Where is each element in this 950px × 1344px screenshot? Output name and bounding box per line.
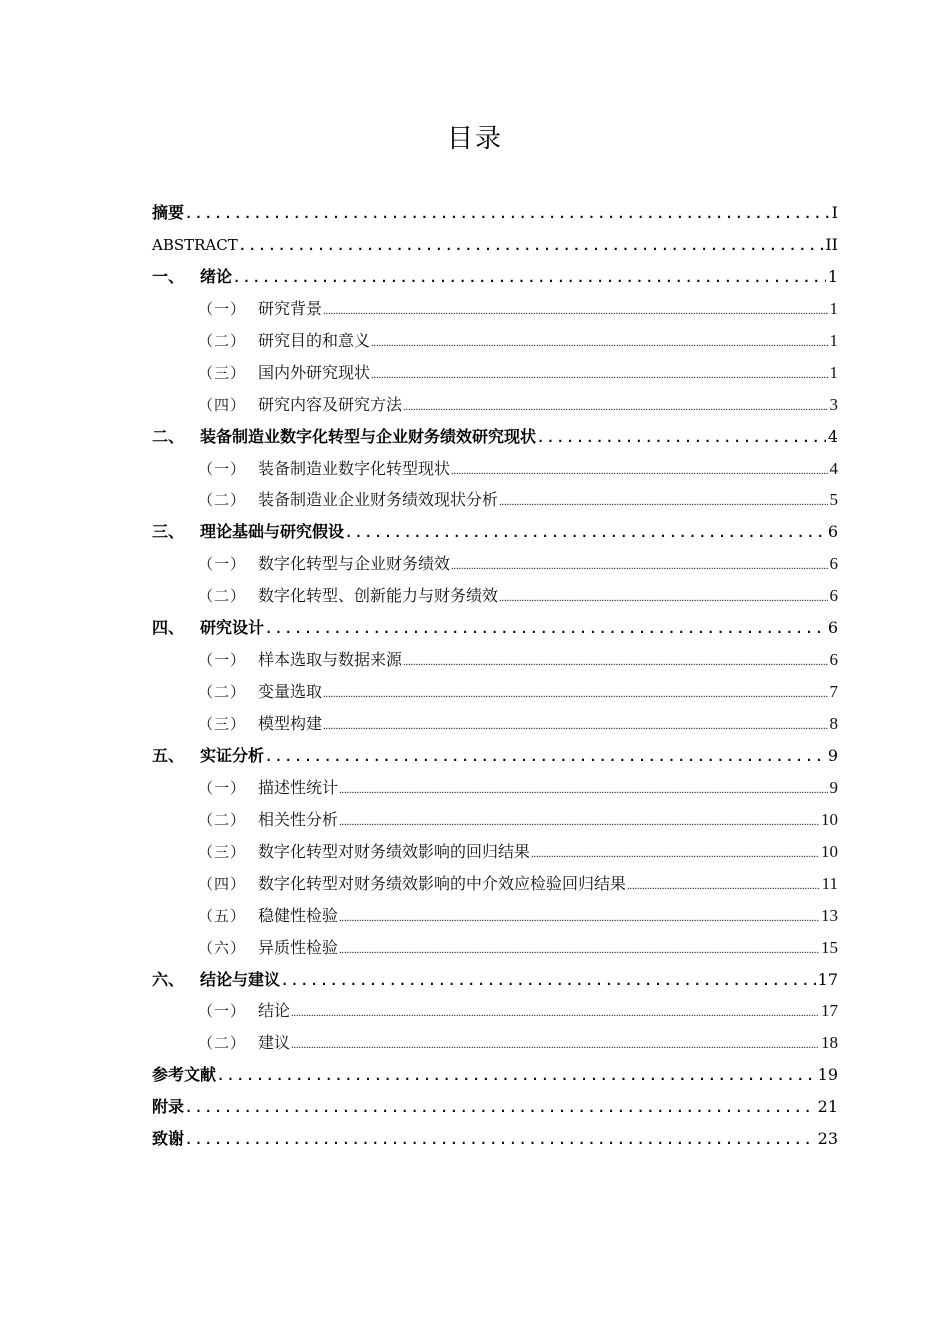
toc-entry-section[interactable] — [152, 708, 838, 740]
toc-dot-leader — [265, 742, 826, 774]
toc-dot-leader — [345, 518, 826, 550]
toc-entry-chapter[interactable] — [152, 1059, 838, 1091]
toc-entry-title: 建议 — [258, 1033, 291, 1053]
toc-entry-section[interactable] — [152, 580, 838, 612]
toc-dot-leader — [627, 871, 820, 903]
toc-entry-section[interactable] — [152, 804, 838, 836]
toc-page-number: 13 — [821, 905, 838, 925]
toc-entry-title: 结论 — [258, 1001, 291, 1021]
toc-entry-number: 四、 — [152, 618, 185, 638]
toc-page-number: II — [825, 234, 838, 254]
toc-page-number: 10 — [821, 841, 838, 861]
toc-dot-leader — [339, 807, 819, 839]
toc-entry-title: 结论与建议 — [200, 969, 281, 989]
toc-dot-leader — [323, 296, 827, 328]
toc-entry-title: 致谢 — [152, 1129, 185, 1149]
toc-entry-number: （二） — [198, 683, 247, 702]
toc-entry-section[interactable] — [152, 293, 838, 325]
toc-page-number: 6 — [829, 586, 838, 606]
toc-entry-section[interactable] — [152, 900, 838, 932]
toc-page-number: 3 — [829, 394, 838, 414]
toc-entry-section[interactable] — [152, 548, 838, 580]
toc-entry-section[interactable] — [152, 484, 838, 516]
toc-dot-leader — [451, 551, 827, 583]
toc-dot-leader — [403, 647, 827, 679]
toc-dot-leader — [339, 903, 819, 935]
toc-dot-leader — [371, 328, 827, 360]
toc-page-number: 23 — [817, 1129, 838, 1149]
toc-entry-number: （四） — [198, 874, 247, 893]
toc-entry-chapter[interactable] — [152, 197, 838, 229]
toc-page-number: 6 — [827, 522, 838, 542]
toc-entry-title: 数字化转型、创新能力与财务绩效 — [258, 586, 499, 606]
toc-entry-section[interactable] — [152, 676, 838, 708]
toc-entry-title: 摘要 — [152, 203, 185, 222]
toc-entry-chapter[interactable] — [152, 612, 838, 644]
toc-entry-number: （六） — [198, 938, 247, 957]
toc-dot-leader — [339, 935, 819, 967]
toc-entry-number: （一） — [198, 651, 247, 670]
toc-page-number: I — [831, 203, 838, 222]
toc-dot-leader — [403, 392, 827, 424]
toc-entry-title: 研究设计 — [200, 618, 265, 638]
toc-dot-leader — [531, 839, 819, 871]
toc-entry-number: （二） — [198, 491, 247, 510]
toc-entry-title: 研究内容及研究方法 — [258, 394, 403, 414]
toc-entry-number: （三） — [198, 842, 247, 861]
toc-page-number: 8 — [829, 714, 838, 733]
page-title: 目录 — [446, 124, 503, 154]
toc-page-number: 1 — [829, 298, 838, 318]
toc-entry-number: （三） — [198, 715, 247, 733]
toc-entry-number: （一） — [198, 1002, 247, 1021]
toc-dot-leader — [281, 966, 816, 998]
toc-entry-chapter[interactable] — [152, 1123, 838, 1155]
toc-entry-section[interactable] — [152, 836, 838, 868]
toc-entry-number: （一） — [198, 555, 247, 574]
toc-page-number: 21 — [817, 1097, 838, 1117]
toc-page-number: 17 — [821, 1001, 838, 1021]
toc-dot-leader — [233, 263, 826, 295]
toc-entry-number: 二、 — [152, 426, 185, 446]
toc-page-number: 19 — [817, 1065, 838, 1085]
toc-page-number: 15 — [821, 937, 838, 957]
toc-entry-chapter[interactable] — [152, 421, 838, 453]
toc-entry-section[interactable] — [152, 995, 838, 1027]
toc-dot-leader — [185, 1125, 816, 1157]
toc-page-number: 6 — [829, 554, 838, 574]
toc-page-number: 11 — [821, 873, 838, 893]
toc-entry-chapter[interactable] — [152, 261, 838, 293]
table-of-contents — [152, 197, 838, 1155]
toc-entry-section[interactable] — [152, 932, 838, 964]
toc-entry-chapter[interactable] — [152, 964, 838, 996]
toc-entry-chapter[interactable] — [152, 516, 838, 548]
toc-entry-title: 附录 — [152, 1097, 185, 1117]
toc-entry-title: 样本选取与数据来源 — [258, 650, 403, 670]
toc-entry-number: （三） — [198, 363, 247, 382]
toc-entry-title: 装备制造业数字化转型与企业财务绩效研究现状 — [200, 426, 537, 446]
toc-entry-section[interactable] — [152, 357, 838, 389]
toc-entry-number: 六、 — [152, 969, 185, 989]
toc-entry-title: 稳健性检验 — [258, 905, 339, 925]
toc-dot-leader — [291, 1030, 819, 1062]
toc-page-number: 1 — [829, 330, 838, 350]
toc-dot-leader — [499, 487, 827, 519]
toc-entry-title: 国内外研究现状 — [258, 362, 371, 382]
toc-entry-title: 参考文献 — [152, 1065, 217, 1085]
toc-entry-title: 异质性检验 — [258, 937, 339, 957]
toc-dot-leader — [185, 1093, 816, 1125]
toc-entry-title: 相关性分析 — [258, 809, 339, 829]
toc-dot-leader — [217, 1061, 816, 1093]
toc-entry-title: 实证分析 — [200, 745, 265, 765]
toc-entry-section[interactable] — [152, 453, 838, 485]
toc-entry-number: （四） — [198, 395, 247, 414]
toc-entry-section[interactable] — [152, 389, 838, 421]
toc-page-number: 6 — [829, 650, 838, 670]
toc-dot-leader — [537, 423, 826, 455]
toc-dot-leader — [499, 583, 827, 615]
toc-entry-chapter[interactable] — [152, 1091, 838, 1123]
toc-entry-title: 理论基础与研究假设 — [200, 522, 345, 542]
toc-entry-section[interactable] — [152, 772, 838, 804]
toc-page-number: 6 — [827, 618, 838, 638]
toc-page-number: 5 — [829, 490, 838, 510]
toc-dot-leader — [239, 231, 824, 263]
toc-page-number: 9 — [829, 777, 838, 797]
toc-entry-title: ABSTRACT — [152, 235, 238, 254]
toc-entry-title: 数字化转型对财务绩效影响的中介效应检验回归结果 — [258, 873, 627, 893]
toc-entry-number: （二） — [198, 331, 247, 350]
toc-dot-leader — [185, 199, 830, 231]
toc-entry-number: （二） — [198, 810, 247, 829]
toc-page-number: 9 — [827, 745, 838, 765]
toc-entry-section[interactable] — [152, 868, 838, 900]
toc-page-number: 4 — [829, 458, 838, 478]
toc-page-number: 18 — [821, 1033, 838, 1053]
toc-entry-number: （一） — [198, 459, 247, 478]
toc-entry-section[interactable] — [152, 325, 838, 357]
toc-entry-section[interactable] — [152, 644, 838, 676]
toc-page-number: 10 — [821, 809, 838, 829]
toc-dot-leader — [323, 679, 827, 711]
toc-entry-title: 研究目的和意义 — [258, 330, 371, 350]
toc-entry-number: 五、 — [152, 745, 185, 765]
toc-page-number: 7 — [829, 682, 838, 702]
toc-entry-title: 变量选取 — [258, 682, 323, 702]
toc-dot-leader — [451, 456, 827, 488]
toc-dot-leader — [265, 614, 826, 646]
toc-entry-title: 装备制造业企业财务绩效现状分析 — [258, 490, 499, 510]
toc-entry-title: 模型构建 — [258, 714, 323, 733]
toc-dot-leader — [291, 998, 819, 1030]
toc-entry-title: 绪论 — [200, 266, 233, 286]
toc-entry-number: （二） — [198, 587, 247, 606]
toc-entry-number: 一、 — [152, 266, 185, 286]
toc-entry-number: 三、 — [152, 522, 185, 542]
toc-entry-title: 描述性统计 — [258, 777, 339, 797]
toc-entry-title: 数字化转型与企业财务绩效 — [258, 554, 451, 574]
toc-entry-section[interactable] — [152, 1027, 838, 1059]
toc-entry-number: （一） — [198, 778, 247, 797]
toc-dot-leader — [339, 775, 827, 807]
toc-entry-number: （一） — [198, 299, 247, 318]
toc-dot-leader — [371, 360, 827, 392]
toc-page-number: 4 — [827, 426, 838, 446]
toc-dot-leader — [323, 711, 827, 743]
toc-entry-title: 研究背景 — [258, 298, 323, 318]
toc-entry-chapter[interactable] — [152, 740, 838, 772]
toc-entry-number: （五） — [198, 906, 247, 925]
toc-page-number: 1 — [829, 362, 838, 382]
toc-entry-number: （二） — [198, 1034, 247, 1053]
toc-entry-title: 数字化转型对财务绩效影响的回归结果 — [258, 841, 531, 861]
toc-entry-chapter[interactable] — [152, 229, 838, 261]
toc-page-number: 1 — [827, 266, 838, 286]
toc-entry-title: 装备制造业数字化转型现状 — [258, 458, 451, 478]
toc-page-number: 17 — [817, 969, 838, 989]
